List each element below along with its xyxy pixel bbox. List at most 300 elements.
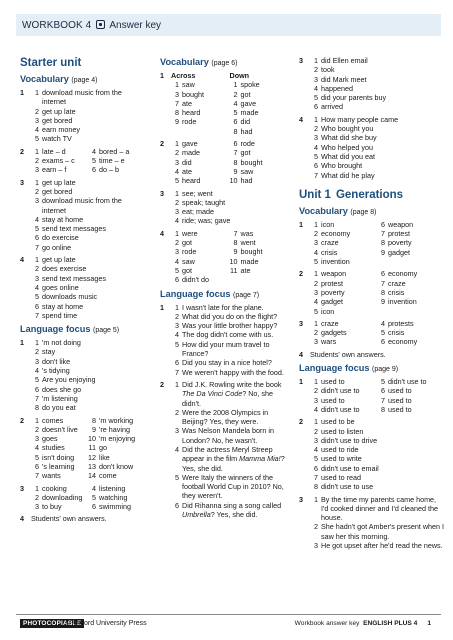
item-answer: don't know [99, 461, 134, 471]
item-number: 7 [233, 148, 238, 158]
item-answer: ate [182, 98, 192, 108]
list-item [88, 493, 145, 502]
item-number: 6 [314, 102, 318, 112]
exercise: 3 1 see; went 2 speak; taught 3 eat; made 4 ride; was; gave [160, 189, 288, 226]
item-answer: do you eat [42, 403, 76, 413]
list-item [310, 133, 444, 142]
item-number: 6 [35, 301, 39, 311]
item-answer: How did your mum travel to France? [182, 339, 270, 359]
list-item [310, 124, 444, 133]
item-answer: ride; was; gave [182, 216, 231, 226]
list-item [31, 178, 145, 187]
item-number: 9 [233, 166, 238, 176]
item-number: 1 [175, 228, 179, 238]
item-number: 1 [233, 80, 238, 90]
across-label: Across [171, 71, 196, 80]
list-item [310, 143, 444, 152]
item-answer: download music from the internet [42, 88, 122, 107]
list-item [377, 337, 444, 346]
list-item [31, 116, 145, 125]
item-number: 6 [233, 117, 238, 127]
item-number: 6 [92, 502, 96, 512]
list-item [230, 229, 289, 238]
list-item [31, 357, 145, 366]
item-answer: crisis [321, 247, 338, 257]
item-number: 1 [35, 338, 39, 348]
item-answer: got [240, 89, 251, 99]
list-item [230, 167, 289, 176]
item-answer: heard [182, 176, 201, 186]
list-item [31, 283, 145, 292]
item-answer: get up late [42, 106, 76, 116]
item-answer: goes [42, 434, 58, 444]
item-answer: download music from the internet [42, 196, 122, 215]
exercise: 1 1 download music from the internet 2 get up late 3 get bored 4 earn money 5 watch TV [20, 88, 145, 144]
list-item [310, 220, 377, 229]
item-number: 5 [35, 375, 39, 385]
list-item [31, 403, 145, 412]
item-number: 6 [314, 463, 318, 473]
item-answer: invention [321, 257, 350, 267]
item-number: 8 [381, 238, 385, 248]
list-item [310, 102, 444, 111]
item-number: 7 [35, 471, 39, 481]
list-item [31, 125, 145, 134]
list-item [377, 220, 444, 229]
item-number: 2 [314, 229, 318, 239]
item-number: 5 [175, 265, 179, 275]
item-answer: did [182, 157, 192, 167]
list-item [31, 385, 145, 394]
item-answer: rode [182, 117, 197, 127]
item-number: 3 [35, 356, 39, 366]
item-answer: stay at home [42, 214, 84, 224]
item-number: 7 [314, 170, 318, 180]
list-item [171, 312, 288, 321]
list-item [171, 90, 230, 99]
item-number: 3 [175, 157, 179, 167]
item-answer: went [240, 238, 256, 248]
list-item [88, 425, 145, 434]
item-number: 1 [314, 377, 318, 387]
item-answer: ate [240, 265, 251, 275]
item-number: 5 [35, 292, 39, 302]
list-item [171, 207, 288, 216]
item-answer: gave [240, 98, 257, 108]
list-item [310, 436, 444, 445]
item-number: 9 [233, 247, 238, 257]
item-number: 12 [88, 452, 96, 462]
item-number: 14 [88, 471, 96, 481]
item-number: 6 [175, 275, 179, 285]
list-item: 5 Were Italy the winners of the football World Cup in 2010? No, they weren't. [175, 472, 284, 501]
item-answer: saw [182, 256, 195, 266]
list-item [31, 302, 145, 311]
list-item [377, 238, 444, 247]
list-item [310, 229, 377, 238]
item-answer: used to be [321, 417, 355, 427]
item-number: 4 [175, 256, 179, 266]
exercise: 3 1 cooking 4 listening 2 downloading 5 watching 3 to buy 6 swimming [20, 484, 145, 512]
item-answer: crisis [388, 287, 405, 297]
item-number: 3 [35, 273, 39, 283]
item-number: 4 [314, 142, 318, 152]
list-item [88, 165, 145, 174]
item-answer: used to ride [321, 445, 359, 455]
list-item [88, 416, 145, 425]
item-number: 2 [314, 328, 318, 338]
item-number: 1 [35, 88, 39, 97]
item-number: 1 [35, 146, 39, 156]
item-answer: What did you do on the flight? [182, 311, 278, 321]
item-number: 5 [35, 224, 39, 234]
item-answer [241, 275, 289, 284]
list-item [88, 147, 145, 156]
item-answer: didn't use to [321, 404, 360, 414]
item-answer: were [182, 228, 198, 238]
list-item [310, 297, 377, 306]
item-number: 6 [233, 139, 238, 149]
list-item [310, 482, 444, 491]
item-answer: happened [321, 83, 353, 93]
list-item [31, 347, 145, 356]
item-number: 5 [175, 176, 179, 186]
exercise: 2 1 weapon 6 economy 2 protest 7 craze 3 poverty 8 crisis 4 gadget 9 invention 5 icon [299, 269, 444, 315]
item-number: 1 [175, 80, 179, 90]
item-number: 2 [175, 238, 179, 248]
item-answer: Who bought you [321, 124, 374, 134]
item-number: 4 [314, 297, 318, 307]
item-answer: speak; taught [182, 197, 226, 207]
column-2 [160, 56, 288, 522]
item-answer: economy [321, 229, 351, 239]
item-number: 4 [92, 483, 96, 493]
list-item [31, 107, 145, 116]
item-answer: go [99, 443, 107, 453]
item-answer: What did he play [321, 170, 375, 180]
footer-book-info [295, 619, 431, 628]
item-answer: made [182, 148, 200, 158]
list-item [31, 215, 145, 224]
item-number: 3 [175, 89, 179, 99]
list-item [171, 108, 230, 117]
list-item: 2 Were the 2008 Olympics in Beijing? Yes, they were. [175, 407, 269, 427]
list-item [31, 156, 88, 165]
list-item: 6 Did Rihanna sing a song called Umbrella? Yes, she did. [175, 500, 282, 520]
item-number: 5 [35, 452, 39, 462]
item-number: 7 [175, 367, 179, 377]
item-answer [388, 307, 444, 316]
list-item [31, 462, 88, 471]
list-item [230, 176, 289, 185]
list-item [377, 319, 444, 328]
section-heading-language-focus: Language focus (page 5) [20, 324, 120, 335]
page-header [22, 20, 161, 32]
item-number: 3 [175, 321, 179, 331]
item-number: 5 [92, 492, 96, 502]
item-answer: exams – c [42, 156, 75, 166]
item-answer: didn't use to drive [321, 435, 378, 445]
list-item [171, 148, 230, 157]
item-number: 2 [175, 197, 179, 207]
list-item [31, 394, 145, 403]
list-item [31, 434, 88, 443]
item-answer: like [99, 452, 110, 462]
list-item [31, 502, 88, 511]
item-answer: spend time [42, 310, 78, 320]
section-heading-vocabulary: Vocabulary (page 8) [299, 205, 377, 216]
item-answer: 'm not doing [42, 338, 81, 348]
item-number: 4 [233, 98, 238, 108]
item-answer: send text messages [42, 224, 106, 234]
footer-book-title: Workbook answer key [294, 620, 360, 627]
exercise: 1 1 'm not doing 2 stay 3 don't like 4 's tidying 5 Are you enjoying 6 does she go 7 'm listening 8 do you eat [20, 338, 145, 412]
list-item [230, 127, 289, 136]
list-item [88, 434, 145, 443]
item-answer: used to [321, 395, 345, 405]
list-item [171, 176, 230, 185]
item-number: 6 [35, 461, 39, 471]
item-answer: used to [388, 386, 412, 396]
item-answer: poverty [321, 287, 345, 297]
item-number: 3 [35, 196, 39, 206]
item-answer: used to [321, 377, 345, 387]
item-number: 2 [233, 89, 238, 99]
list-item [310, 75, 444, 84]
list-item [171, 358, 288, 367]
item-answer: swimming [99, 502, 131, 512]
item-number: 4 [35, 366, 39, 376]
list-item [310, 115, 444, 124]
item-answer: bored – a [99, 146, 130, 156]
item-answer: to buy [42, 502, 62, 512]
item-answer: downloads music [42, 292, 98, 302]
exercise: 4 Students' own answers. [20, 514, 107, 524]
item-number: 4 [175, 216, 179, 226]
list-item [310, 495, 444, 523]
item-answer: Who helped you [321, 142, 373, 152]
item-answer: did your parents buy [321, 93, 387, 103]
item-answer: get bored [42, 115, 73, 125]
list-item [230, 80, 289, 89]
list-item [377, 328, 444, 337]
item-answer: economy [388, 337, 418, 347]
item-number: 9 [381, 297, 385, 307]
list-item [310, 56, 444, 65]
item-answer: do – b [99, 165, 119, 175]
item-number: 6 [175, 358, 179, 368]
list-item [310, 337, 377, 346]
item-number: 7 [175, 98, 179, 108]
item-answer: didn't use to email [321, 463, 379, 473]
item-number: 5 [35, 134, 39, 144]
item-answer: used to write [321, 454, 362, 464]
item-number: 1 [314, 114, 318, 124]
item-answer: craze [388, 278, 406, 288]
exercise: 2 1 late – d 4 bored – a 2 exams – c 5 time – e 3 earn – f 6 do – b [20, 147, 145, 175]
item-number: 4 [35, 443, 39, 453]
item-answer: eat; made [182, 207, 214, 217]
item-number: 5 [314, 93, 318, 103]
item-answer: did Ellen email [321, 56, 368, 65]
item-number: 11 [230, 265, 238, 275]
exercise: 4 1 were 7 was 2 got 8 went 3 rode 9 bought 4 saw 10 made 5 got 11 ate 6 didn't do [160, 229, 288, 285]
item-answer: get up late [42, 255, 76, 265]
list-item [377, 257, 444, 266]
list-item [31, 224, 145, 233]
list-item [310, 377, 377, 386]
item-answer: How many people came [321, 114, 399, 124]
item-number: 1 [314, 56, 318, 65]
item-answer [388, 257, 444, 266]
list-item [310, 65, 444, 74]
list-item [171, 198, 288, 207]
exercise: 1 1 I wasn't late for the plane. 2 What did you do on the flight? 3 Was your little brother happy? 4 The dog didn't come with us. 5 How did your mum travel to France? 6 Did you stay in a nice hotel? 7 We weren't happy with the food. [160, 303, 288, 377]
exercise: 2 1 comes 8 'm working 2 doesn't live 9 're having 3 goes 10 'm enjoying 4 studies 11 go 5 isn't doing 12 like 6 's learning 13 don't know 7 wants 14 come [20, 416, 145, 481]
item-number: 4 [92, 146, 96, 156]
item-number: 13 [88, 461, 96, 471]
list-item [31, 311, 145, 320]
item-number: 5 [314, 454, 318, 464]
list-item [88, 453, 145, 462]
item-answer: watch TV [42, 134, 72, 144]
item-answer: 'm enjoying [99, 434, 136, 444]
item-answer: protest [388, 229, 410, 239]
list-item [171, 275, 230, 284]
item-answer: late – d [42, 146, 66, 156]
item-answer: He got upset after he'd read the news. [321, 541, 443, 551]
item-answer: comes [42, 415, 64, 425]
exercise: 3 1 By the time my parents came home, I'd cooked dinner and I'd cleaned the house. 2 She hadn't got Amber's present when I saw her this morning. 3 He got upset after he'd read the news. [299, 494, 445, 551]
item-number [230, 275, 241, 284]
item-number: 1 [314, 318, 318, 328]
list-item [31, 471, 88, 480]
item-answer: protests [388, 318, 414, 328]
item-number: 3 [175, 207, 179, 217]
list-item [88, 471, 145, 480]
list-item [171, 330, 288, 339]
item-answer: had [240, 126, 253, 136]
item-answer: did Mark meet [321, 74, 367, 84]
item-number: 2 [175, 148, 179, 158]
item-answer: watching [99, 492, 128, 502]
list-item [230, 158, 289, 167]
list-item [230, 247, 289, 256]
item-number: 6 [381, 269, 385, 279]
list-item [310, 307, 377, 316]
list-item [171, 117, 230, 126]
list-item [171, 340, 288, 359]
list-item [31, 366, 145, 375]
unit-heading: Starter unit [20, 57, 82, 69]
item-number: 8 [35, 403, 39, 413]
list-item [171, 238, 230, 247]
list-item [310, 417, 444, 426]
list-item [310, 152, 444, 161]
item-number: 4 [175, 330, 179, 340]
item-answer: stay [42, 347, 56, 357]
item-number: 9 [92, 424, 96, 434]
item-answer: wants [42, 471, 61, 481]
workbook-label: WORKBOOK 4 [22, 20, 92, 31]
item-number: 1 [35, 415, 39, 425]
exercise: 3 1 get up late 2 get bored 3 download music from the internet 4 stay at home 5 send text messages 6 do exercise 7 go online [20, 178, 145, 252]
item-number: 1 [175, 302, 179, 312]
item-answer: studies [42, 443, 65, 453]
item-number: 6 [314, 161, 318, 171]
list-item [230, 139, 289, 148]
item-answer: downloading [42, 492, 83, 502]
list-item [310, 445, 444, 454]
item-answer: saw [182, 80, 195, 90]
list-item [310, 328, 377, 337]
item-answer: wars [321, 337, 337, 347]
list-item [377, 377, 444, 386]
item-answer: cooking [42, 483, 67, 493]
item-number: 4 [314, 247, 318, 257]
item-number: 7 [381, 229, 385, 239]
section-heading-vocabulary: Vocabulary (page 6) [160, 57, 238, 67]
item-number: 2 [35, 264, 39, 274]
list-item [230, 117, 289, 126]
list-item [310, 161, 444, 170]
list-item [88, 484, 145, 493]
item-number: 9 [381, 247, 385, 257]
item-number: 2 [314, 65, 318, 75]
footer-level: ENGLISH PLUS 4 [363, 620, 418, 627]
list-item [377, 229, 444, 238]
down-label: Down [229, 71, 250, 80]
item-number: 8 [381, 404, 385, 414]
list-item [310, 279, 377, 288]
item-number [377, 257, 388, 266]
list-item [31, 484, 88, 493]
list-item [310, 396, 377, 405]
list-item [171, 368, 288, 377]
item-number: 1 [314, 219, 318, 229]
item-number: 3 [314, 541, 318, 551]
item-number: 8 [175, 108, 179, 118]
item-number: 5 [314, 257, 318, 267]
item-number: 2 [175, 311, 179, 321]
list-item [31, 147, 88, 156]
list-item [377, 288, 444, 297]
item-answer: 's learning [42, 461, 75, 471]
list-item [377, 386, 444, 395]
list-item [171, 257, 230, 266]
item-number: 1 [314, 417, 318, 427]
header-title: Answer key [109, 20, 162, 31]
item-answer: The dog didn't come with us. [182, 330, 274, 340]
item-answer: didn't use to [321, 386, 360, 396]
item-answer: used to listen [321, 426, 364, 436]
item-answer: does exercise [42, 264, 87, 274]
item-answer: get bored [42, 186, 73, 196]
list-item [310, 93, 444, 102]
item-number: 6 [381, 337, 385, 347]
answer-key-icon [96, 20, 105, 29]
item-number: 4 [314, 83, 318, 93]
item-answer: didn't do [182, 275, 209, 285]
item-number: 6 [92, 165, 96, 175]
list-item [88, 502, 145, 511]
item-number: 2 [314, 386, 318, 396]
list-item [31, 453, 88, 462]
item-answer: rode [240, 139, 255, 149]
item-answer: do exercise [42, 233, 79, 243]
item-answer: icon [321, 306, 335, 316]
item-answer: stay at home [42, 301, 84, 311]
